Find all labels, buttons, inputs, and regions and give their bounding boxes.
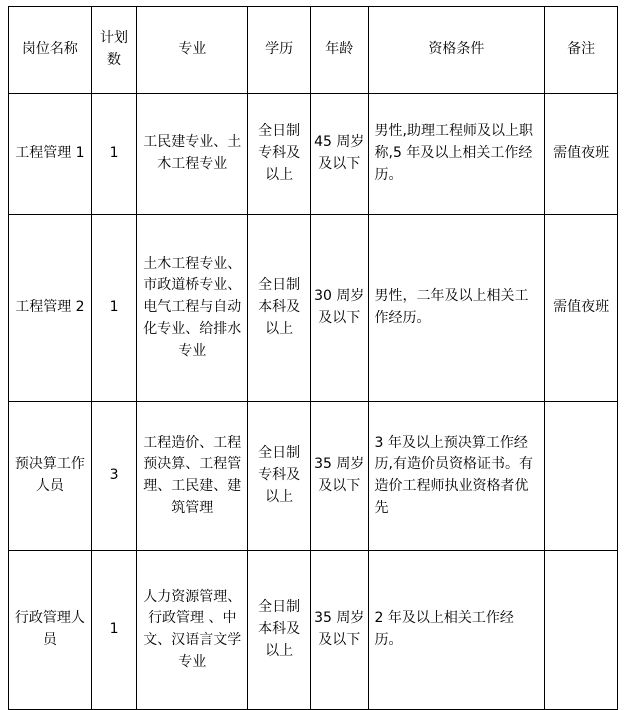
cell-position-name: 工程管理 2 xyxy=(9,215,92,402)
table-row xyxy=(9,402,618,551)
cell-note xyxy=(545,402,618,551)
cell-note xyxy=(545,551,618,710)
cell-position-name: 预决算工作人员 xyxy=(9,402,92,551)
cell-position-name: 行政管理人员 xyxy=(9,551,92,710)
cell-requirement: 3 年及以上预决算工作经历,有造价员资格证书。有造价工程师执业资格者优先 xyxy=(368,402,545,551)
cell-education: 全日制专科及以上 xyxy=(248,94,311,215)
table-header xyxy=(9,7,618,94)
cell-note: 需值夜班 xyxy=(545,94,618,215)
cell-education: 全日制专科及以上 xyxy=(248,402,311,551)
cell-major: 工程造价、工程预决算、工程管理、工民建、建筑管理 xyxy=(137,402,248,551)
cell-age: 35 周岁及以下 xyxy=(310,402,368,551)
header-cell-requirement: 资格条件 xyxy=(368,7,545,94)
header-cell-age: 年龄 xyxy=(310,7,368,94)
recruitment-table xyxy=(8,6,618,710)
cell-requirement: 男性，二年及以上相关工作经历。 xyxy=(368,215,545,402)
table-header-row xyxy=(9,7,618,94)
cell-requirement: 男性,助理工程师及以上职称,5 年及以上相关工作经历。 xyxy=(368,94,545,215)
cell-major: 工民建专业、土木工程专业 xyxy=(137,94,248,215)
cell-education: 全日制本科及以上 xyxy=(248,215,311,402)
header-cell-position-name: 岗位名称 xyxy=(9,7,92,94)
cell-major: 人力资源管理、行政管理 、中文、汉语言文学专业 xyxy=(137,551,248,710)
cell-age: 30 周岁及以下 xyxy=(310,215,368,402)
cell-requirement: 2 年及以上相关工作经历。 xyxy=(368,551,545,710)
cell-plan-count: 1 xyxy=(91,94,136,215)
header-cell-plan-count: 计划数 xyxy=(91,7,136,94)
header-cell-education: 学历 xyxy=(248,7,311,94)
cell-plan-count: 1 xyxy=(91,551,136,710)
table-body xyxy=(9,94,618,710)
cell-plan-count: 1 xyxy=(91,215,136,402)
table-row xyxy=(9,215,618,402)
cell-position-name: 工程管理 1 xyxy=(9,94,92,215)
cell-major: 土木工程专业、市政道桥专业、电气工程与自动化专业、给排水专业 xyxy=(137,215,248,402)
table-row xyxy=(9,551,618,710)
table-row xyxy=(9,94,618,215)
cell-plan-count: 3 xyxy=(91,402,136,551)
cell-note: 需值夜班 xyxy=(545,215,618,402)
header-cell-note: 备注 xyxy=(545,7,618,94)
cell-age: 45 周岁及以下 xyxy=(310,94,368,215)
cell-age: 35 周岁及以下 xyxy=(310,551,368,710)
header-cell-major: 专业 xyxy=(137,7,248,94)
cell-education: 全日制本科及以上 xyxy=(248,551,311,710)
